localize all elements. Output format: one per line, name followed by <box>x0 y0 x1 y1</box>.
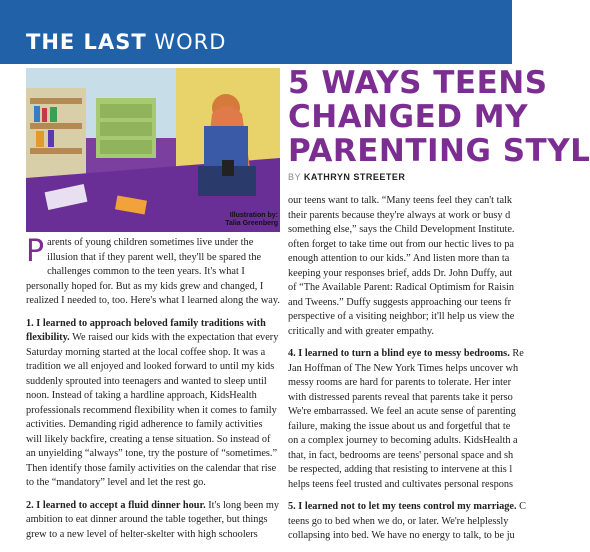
section-title-bold: THE LAST <box>26 30 147 54</box>
text-line: collapsing into bed. We have no energy to talk, to be ju <box>288 530 515 541</box>
credit-label: Illustration by: <box>229 212 278 219</box>
text-line: teens go to bed when we do, or later. We're helplessly <box>288 515 509 527</box>
tip-1-text: We raised our kids with the expectation that every Saturday morning started at the local coffee shop. It was a tradition we all enjoyed and looked forward to until my kids suddenly sprouted into teenagers and wanted to sleep until noon. Instead of taking a hardline approach, KidsHealth professionals recommend flexibility when it comes to family activities. Demanding rigid adherence to family activities will likely backfire, creating a tense situation. So instead of an unyielding “always” tone, try the posture of “sometimes.” Then identify those family activities on the calendar that rise to the “mandatory” level and let the rest go. <box>26 332 279 488</box>
headline-line-3: PARENTING STYL <box>288 133 590 169</box>
illustration-credit <box>200 212 278 228</box>
intro-paragraph <box>26 236 280 309</box>
tip-2-text: It's long been my ambition to eat dinner around the table together, but things grew to a new level of helter-skelter with high schoolers <box>26 499 279 540</box>
text-line: messy rooms are hard for parents to tolerate. Her inter <box>288 377 512 388</box>
text-line: helps teens feel trusted and cultivates personal respons <box>288 478 514 490</box>
text-line: their parents because they're always at work or busy d <box>288 209 511 221</box>
byline-prefix: BY <box>288 172 301 182</box>
article-illustration <box>26 68 280 232</box>
headline-line-1: 5 WAYS TEENS <box>288 65 548 101</box>
text-line: be respected, adding that resisting to intervene at this l <box>288 464 513 475</box>
text-line: often forget to take time out from our hectic lives to pa <box>288 238 514 250</box>
drop-cap: P <box>26 234 45 269</box>
tip-5-text: C <box>516 501 527 512</box>
tip-1-paragraph <box>26 317 280 491</box>
text-line: on a complex journey to becoming adults. KidsHealth a <box>288 435 518 446</box>
text-line: with distressed parents reveal that parents take it perso <box>288 391 513 403</box>
article-headline <box>288 65 590 169</box>
text-line <box>288 347 588 362</box>
text-line: perspective of a visiting neighbor; it'll help us view the <box>288 311 515 322</box>
text-line: Jan Hoffman of The New York Times helps uncover wh <box>288 362 519 374</box>
byline-author: KATHRYN STREETER <box>303 172 406 182</box>
text-line: our teens want to talk. “Many teens feel they can't talk <box>288 195 513 206</box>
tip-5-heading: 5. I learned not to let my teens control my marriage. <box>288 501 517 512</box>
credit-name: Talia Greenberg <box>225 220 278 227</box>
section-title-light: WORD <box>154 30 227 54</box>
text-line: keeping your responses brief, adds Dr. John Duffy, aut <box>288 267 513 279</box>
text-line: of “The Available Parent: Radical Optimism for Raisin <box>288 282 514 293</box>
text-line: that, in fact, bedrooms are teens' personal space and sh <box>288 449 514 461</box>
text-line: and Tweens.” Duffy suggests approaching our teens fr <box>288 296 512 308</box>
tip-4-heading: 4. I learned to turn a blind eye to messy bedrooms. <box>288 348 510 359</box>
section-banner <box>0 0 512 64</box>
text-line: enough attention to our kids.” And listen more than ta <box>288 253 510 264</box>
text-line: failure, making the issue about us and forgetful that te <box>288 420 511 432</box>
intro-text: arents of young children sometimes live under the illusion that if they parent well, they'll be spared the challenges common to the teen years. It's what I personally hoped for. But as my kids grew and changed, I realized I needed to, too. Here's what I learned along the way. <box>26 237 280 306</box>
tip-4-paragraph <box>288 347 588 492</box>
text-line: something else,” says the Child Development Institute. <box>288 224 515 235</box>
right-column <box>288 194 588 552</box>
tip-5-paragraph <box>288 500 588 544</box>
illustration-artwork <box>26 68 280 232</box>
text-line: We're embarrassed. We feel an acute sense of parenting <box>288 406 516 417</box>
headline-line-2: CHANGED MY <box>288 99 529 135</box>
tip-1-heading: 1. I learned to approach beloved family traditions with flexibility. <box>26 317 266 343</box>
tip-3-continuation <box>288 194 588 339</box>
tip-2-paragraph <box>26 499 280 543</box>
text-line: critically and with greater empathy. <box>288 325 435 337</box>
byline <box>288 172 405 182</box>
tip-4-text: Re <box>509 348 524 359</box>
left-column <box>26 236 280 550</box>
section-title <box>26 30 226 54</box>
text-line <box>288 500 588 515</box>
tip-2-heading: 2. I learned to accept a fluid dinner hour. <box>26 499 206 511</box>
